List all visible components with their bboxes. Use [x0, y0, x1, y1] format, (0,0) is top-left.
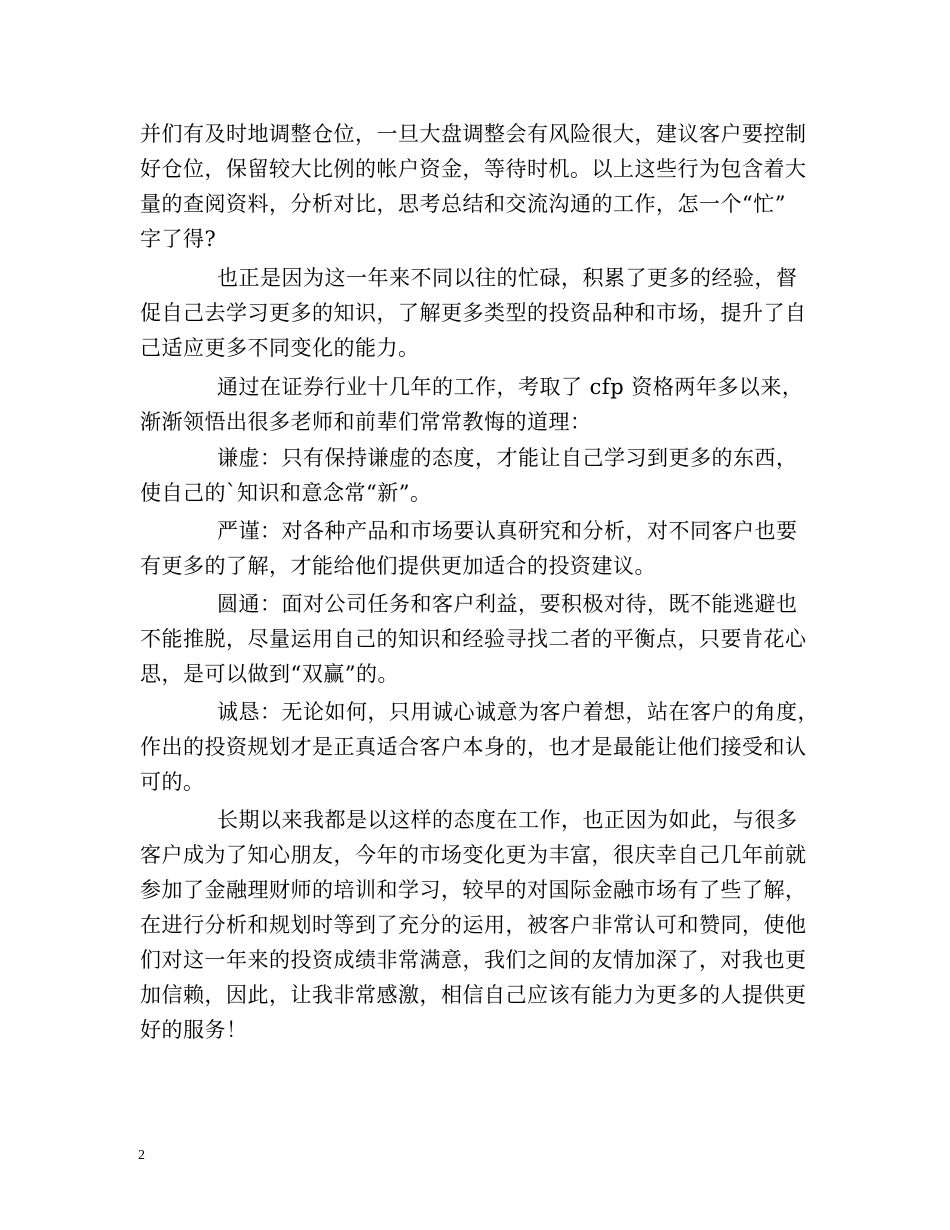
- text-line: 渐渐领悟出很多老师和前辈们常常教悔的道理：: [140, 410, 592, 434]
- text-line: 己适应更多不同变化的能力。: [140, 336, 420, 360]
- paragraph-first-line: 通过在证券行业十几年的工作，考取了 cfp 资格两年多以来，: [217, 375, 804, 399]
- paragraph-first-line: 严谨：对各种产品和市场要认真研究和分析，对不同客户也要: [217, 519, 798, 543]
- text-line: 们对这一年来的投资成绩非常满意，我们之间的友情加深了，对我也更: [140, 948, 807, 972]
- text-line: 思，是可以做到“双赢”的。: [140, 662, 399, 686]
- text-line: 字了得?: [140, 227, 217, 251]
- page-number: 2: [138, 1148, 145, 1163]
- text-line: 使自己的`知识和意念常“新”。: [140, 481, 432, 505]
- paragraph-first-line: 圆通：面对公司任务和客户利益，要积极对待，既不能逃避也: [217, 592, 798, 616]
- text-line: 客户成为了知心朋友，今年的市场变化更为丰富，很庆幸自己几年前就: [140, 843, 807, 867]
- paragraph-first-line: 诚恳：无论如何，只用诚心诚意为客户着想，站在客户的角度，: [217, 700, 819, 724]
- text-line: 好的服务！: [140, 1018, 248, 1042]
- text-line: 有更多的了解，才能给他们提供更加适合的投资建议。: [140, 554, 656, 578]
- text-line: 不能推脱，尽量运用自己的知识和经验寻找二者的平衡点，只要肯花心: [140, 627, 807, 651]
- text-line: 并们有及时地调整仓位，一旦大盘调整会有风险很大，建议客户要控制: [140, 122, 807, 146]
- paragraph-first-line: 也正是因为这一年来不同以往的忙碌，积累了更多的经验，督: [217, 266, 798, 290]
- text-line: 参加了金融理财师的培训和学习，较早的对国际金融市场有了些了解，: [140, 878, 807, 902]
- text-line: 促自己去学习更多的知识，了解更多类型的投资品种和市场，提升了自: [140, 301, 807, 325]
- paragraph-first-line: 长期以来我都是以这样的态度在工作，也正因为如此，与很多: [217, 808, 798, 832]
- text-line: 好仓位，保留较大比例的帐户资金，等待时机。以上这些行为包含着大: [140, 157, 807, 181]
- text-line: 量的查阅资料，分析对比，思考总结和交流沟通的工作，怎一个“忙”: [140, 192, 786, 216]
- text-line: 作出的投资规划才是正真适合客户本身的，也才是最能让他们接受和认: [140, 735, 807, 759]
- paragraph-first-line: 谦虚：只有保持谦虚的态度，才能让自己学习到更多的东西，: [217, 446, 798, 470]
- text-line: 可的。: [140, 770, 205, 794]
- text-line: 加信赖，因此，让我非常感激，相信自己应该有能力为更多的人提供更: [140, 983, 807, 1007]
- text-line: 在进行分析和规划时等到了充分的运用，被客户非常认可和赞同，使他: [140, 913, 807, 937]
